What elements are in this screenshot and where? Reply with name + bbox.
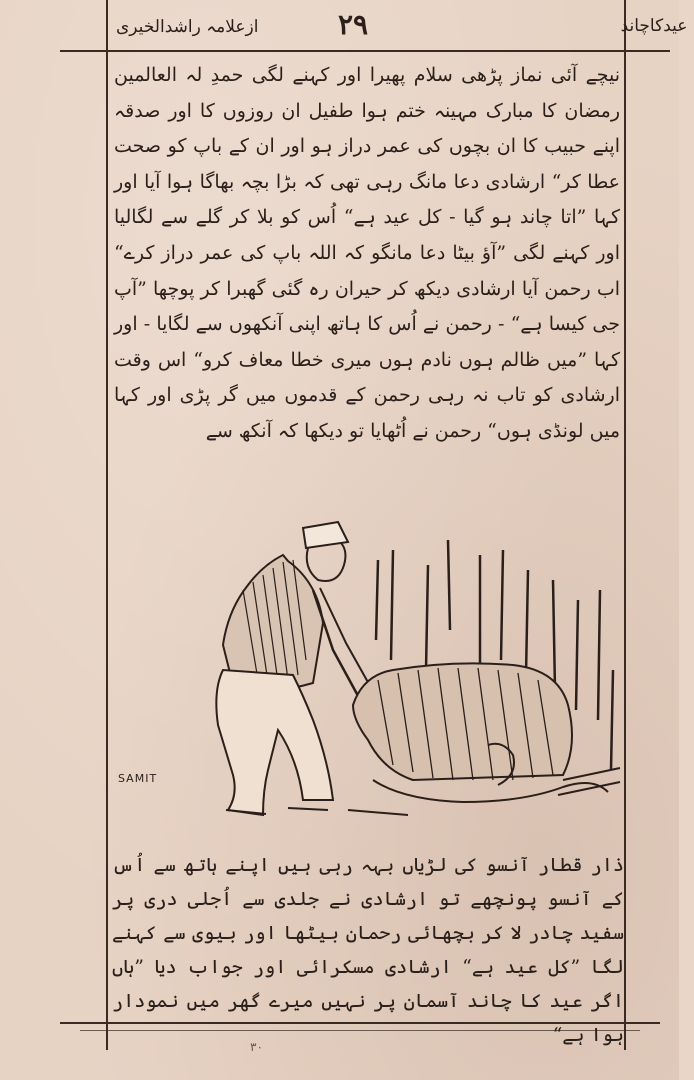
page-number: ۲۹: [338, 8, 369, 41]
header-rule: [60, 50, 670, 52]
body-text-block: [114, 58, 620, 450]
standing-figure: [216, 522, 383, 815]
right-margin-rule: [624, 0, 626, 1050]
lower-paragraph: ذار قطار آنسو کی لڑیاں بہہ رہی ہیں اپنے ہاتھ سے اُس کے آنسو پونچھے تو ارشادی نے جلدی سے اُجلی دری پر سفید چادر لا کر بچھائی رحمان بیٹھا اور بیوی سے کہنے لگا ”کل عید ہے“ ارشادی مسکرائی اور جواب دیا ”ہاں اگر عید کا چاند آسمان پر نہیں میرے گھر میں نمودار ہوا ہے“: [112, 854, 624, 1046]
running-author: ازعلامہ راشدالخیری: [116, 17, 259, 37]
lower-text-block: [112, 848, 624, 1052]
artist-signature: SAMIT: [118, 772, 158, 785]
kneeling-figure: [353, 663, 608, 802]
page-footnote-mark: ٣٠: [250, 1040, 263, 1054]
page-header: [108, 6, 688, 48]
running-title: عیدکاچاند: [620, 16, 688, 36]
body-paragraph: نیچے آئی نماز پڑھی سلام پھیرا اور کہنے لگی حمدِ لہ العالمین رمضان کا مبارک مہینہ ختم ہوا طفیل ان روزوں کا اور صدقہ اپنے حبیب کا ان بچوں کی عمر دراز ہو اور ان کے باپ کو صحت عطا کر“ ارشادی دعا مانگ رہی تھی کہ بڑا بچہ بھاگا ہوا آیا اور کہا ”اتا چاند ہو گیا - کل عید ہے“ اُس کو بلا کر گلے سے لگالیا اور کہنے لگی ”آؤ بیٹا دعا مانگو کہ اللہ باپ کی عمر دراز کرے“ اب رحمن آیا ارشادی دیکھ کر حیران رہ گئی گھبرا کر پوچھا ”آپ جی کیسا ہے“ - رحمن نے اُس کا ہاتھ اپنی آنکھوں سے لگایا - اور کہا ”میں ظالم ہوں نادم ہوں میری خطا معاف کرو“ اس وقت ارشادی کو تاب نہ رہی رحمن کے قدموں میں گر پڑی اور کہا میں لونڈی ہوں“ رحمن نے اُٹھایا تو دیکھا کہ آنکھ سے: [114, 64, 620, 442]
illustration-drawing: [108, 510, 624, 840]
illustration: [108, 510, 624, 840]
